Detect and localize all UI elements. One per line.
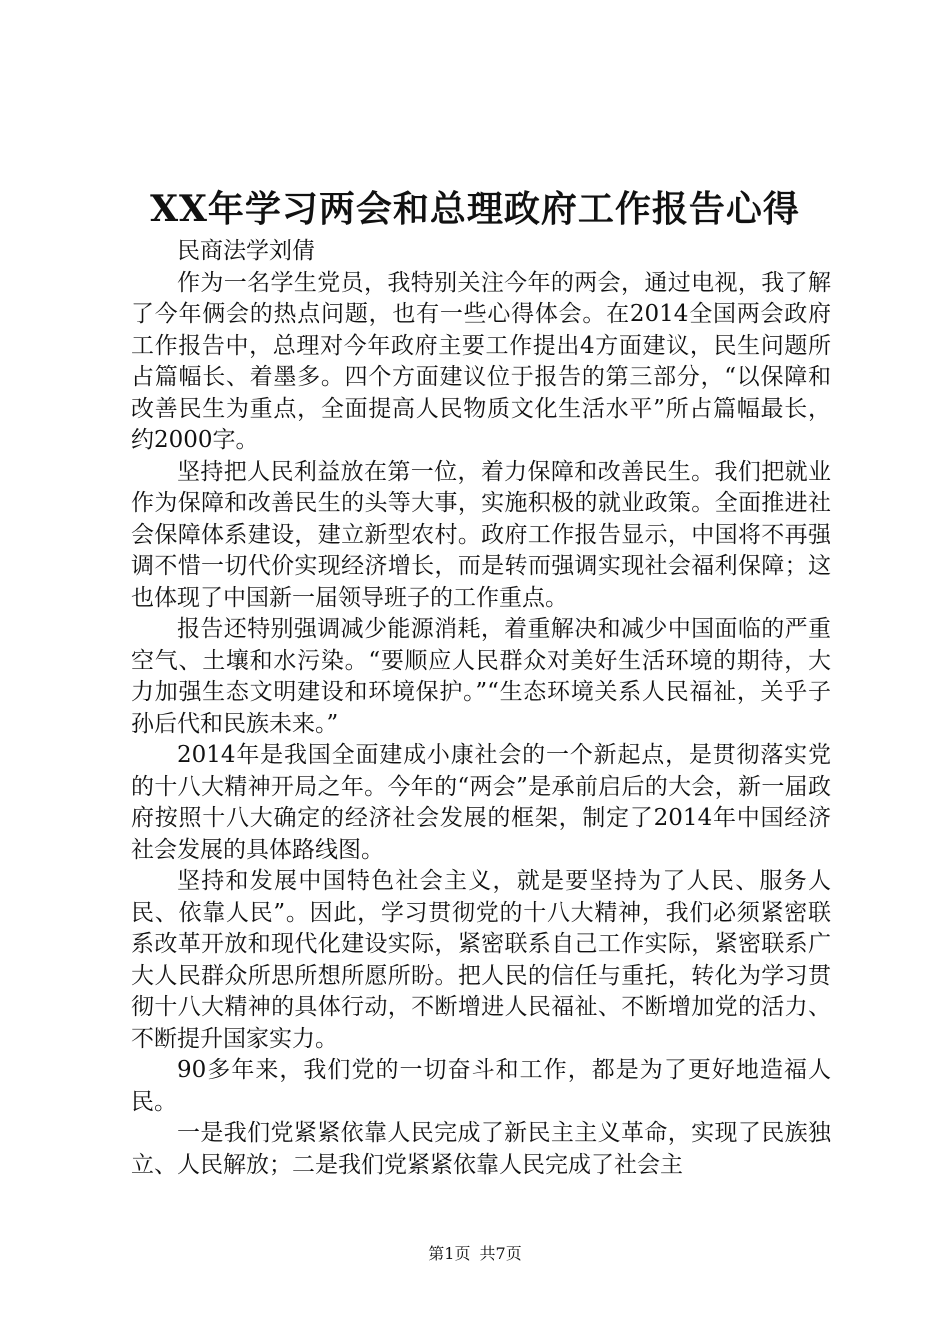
document-body — [131, 236, 831, 1181]
document-title: XX年学习两会和总理政府工作报告心得 — [150, 188, 800, 230]
page-number: 第1页 — [428, 1244, 471, 1263]
page-total: 共7页 — [479, 1244, 522, 1263]
author-line: 民商法学刘倩 — [177, 238, 315, 264]
page-footer — [0, 1243, 950, 1265]
paragraph: 一是我们党紧紧依靠人民完成了新民主主义革命，实现了民族独立、人民解放；二是我们党紧紧依靠人民完成了社会主 — [131, 1120, 831, 1178]
paragraph: 90多年来，我们党的一切奋斗和工作，都是为了更好地造福人民。 — [131, 1057, 831, 1115]
paragraph: 坚持和发展中国特色社会主义，就是要坚持为了人民、服务人民、依靠人民”。因此，学习贯彻党的十八大精神，我们必须紧密联系改革开放和现代化建设实际，紧密联系自己工作实际，紧密联系广大人民群众所思所想所愿所盼。把人民的信任与重托，转化为学习贯彻十八大精神的具体行动，不断增进人民福祉、不断增加党的活力、不断提升国家实力。 — [131, 868, 831, 1052]
paragraph: 2014年是我国全面建成小康社会的一个新起点，是贯彻落实党的十八大精神开局之年。今年的“两会”是承前启后的大会，新一届政府按照十八大确定的经济社会发展的框架，制定了2014年中国经济社会发展的具体路线图。 — [131, 742, 831, 863]
paragraph: 作为一名学生党员，我特别关注今年的两会，通过电视，我了解了今年俩会的热点问题，也有一些心得体会。在2014全国两会政府工作报告中，总理对今年政府主要工作提出4方面建议，民生问题所占篇幅长、着墨多。四个方面建议位于报告的第三部分，“以保障和改善民生为重点，全面提高人民物质文化生活水平”所占篇幅最长，约2000字。 — [131, 269, 831, 453]
paragraph: 报告还特别强调减少能源消耗，着重解决和减少中国面临的严重空气、土壤和水污染。“要顺应人民群众对美好生活环境的期待，大力加强生态文明建设和环境保护。”“生态环境关系人民福祉，关乎子孙后代和民族未来。” — [131, 616, 831, 737]
paragraph: 坚持把人民利益放在第一位，着力保障和改善民生。我们把就业作为保障和改善民生的头等大事，实施积极的就业政策。全面推进社会保障体系建设，建立新型农村。政府工作报告显示，中国将不再强调不惜一切代价实现经济增长，而是转而强调实现社会福利保障；这也体现了中国新一届领导班子的工作重点。 — [131, 458, 831, 611]
